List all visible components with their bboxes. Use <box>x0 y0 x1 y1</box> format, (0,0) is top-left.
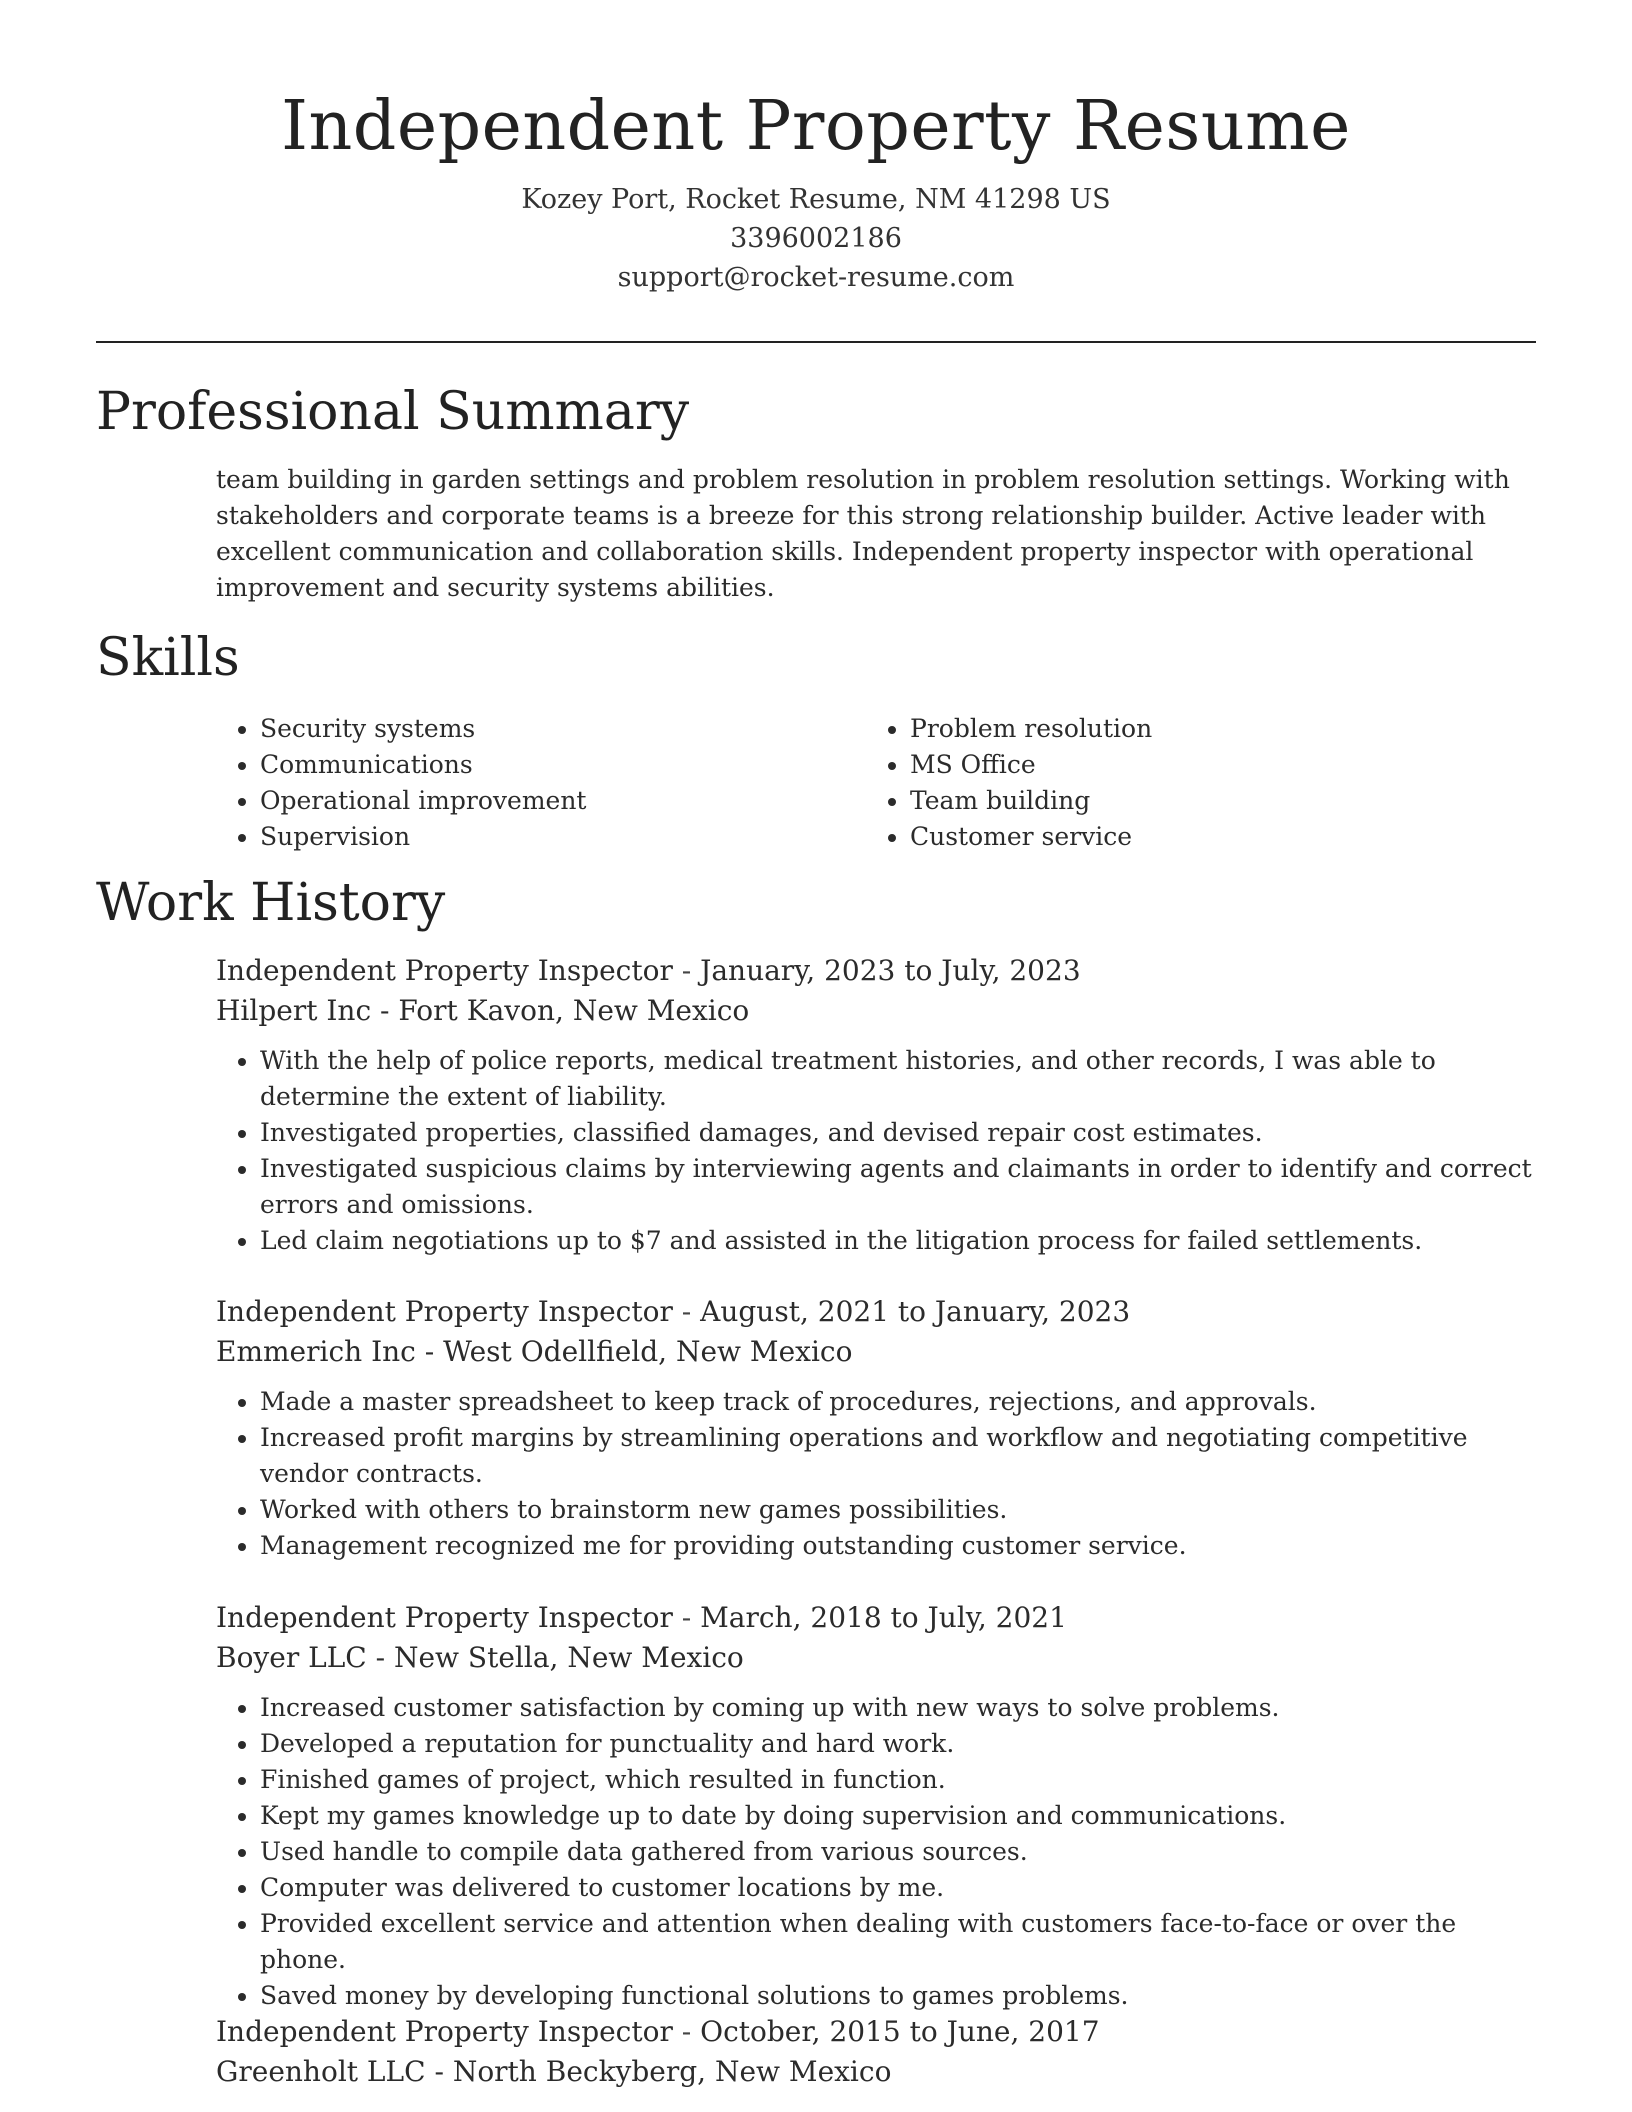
skill-item: • Customer service <box>910 819 1510 855</box>
job-bullet: • Made a master spreadsheet to keep track of procedures, rejections, and approvals. <box>260 1384 1534 1420</box>
job-entry <box>216 1598 1534 2014</box>
job-bullets <box>216 1043 1534 1259</box>
job-role: Independent Property Inspector <box>216 954 673 987</box>
separator: - <box>366 1641 394 1674</box>
contact-email: support@rocket-resume.com <box>617 262 1015 293</box>
header-divider <box>96 341 1536 343</box>
summary-text: team building in garden settings and problem resolution in problem resolution settings. Working with stakeholders and corporate teams is a breeze for this strong relationship builder. Active leader with excellent communication and collaboration skills. Independent property inspector with operational improvement and security systems abilities. <box>216 465 1510 602</box>
job-bullet: • Worked with others to brainstorm new games possibilities. <box>260 1492 1534 1528</box>
job-dates: January, 2023 to July, 2023 <box>700 954 1081 987</box>
job-bullet: • Developed a reputation for punctuality and hard work. <box>260 1726 1534 1762</box>
job-bullet: • Used handle to compile data gathered from various sources. <box>260 1834 1534 1870</box>
job-title-line <box>216 951 1534 991</box>
job-bullet: • Management recognized me for providing outstanding customer service. <box>260 1528 1534 1564</box>
resume-name: Independent Property Resume <box>281 87 1351 166</box>
job-dates: August, 2021 to January, 2023 <box>700 1295 1131 1328</box>
contact-address: Kozey Port, Rocket Resume, NM 41298 US <box>521 184 1111 215</box>
skills-list <box>216 711 1516 855</box>
job-location: New Stella, New Mexico <box>393 1641 744 1674</box>
job-company: Boyer LLC <box>216 1641 367 1674</box>
job-bullet: • With the help of police reports, medical treatment histories, and other records, I was able to determine the extent of liability. <box>260 1043 1534 1115</box>
skill-item: • Operational improvement <box>260 783 866 819</box>
job-company-line <box>216 991 1534 1031</box>
job-role: Independent Property Inspector <box>216 2015 673 2048</box>
job-bullets <box>216 1690 1534 2014</box>
skill-item: • Team building <box>910 783 1510 819</box>
job-company: Hilpert Inc <box>216 994 372 1027</box>
section-title-work-history: Work History <box>96 873 446 933</box>
separator: - <box>371 994 399 1027</box>
job-company-line <box>216 1638 1534 1678</box>
job-bullet: • Computer was delivered to customer locations by me. <box>260 1870 1534 1906</box>
skill-item: • Communications <box>260 747 866 783</box>
job-bullet: • Increased profit margins by streamlining operations and workflow and negotiating competitive vendor contracts. <box>260 1420 1534 1492</box>
separator: - <box>672 2015 701 2048</box>
section-title-skills: Skills <box>96 628 240 688</box>
job-entry <box>216 2012 1534 2092</box>
job-title-line <box>216 1598 1534 1638</box>
job-title-line <box>216 2012 1534 2052</box>
job-entry <box>216 1292 1534 1564</box>
separator: - <box>672 954 701 987</box>
separator: - <box>672 1601 701 1634</box>
resume-header <box>0 0 1632 297</box>
section-title-summary: Professional Summary <box>96 382 690 442</box>
contact-phone: 3396002186 <box>730 223 902 254</box>
job-company: Emmerich Inc <box>216 1335 416 1368</box>
job-bullet: • Increased customer satisfaction by coming up with new ways to solve problems. <box>260 1690 1534 1726</box>
job-company-line <box>216 1332 1534 1372</box>
job-location: North Beckyberg, New Mexico <box>452 2055 892 2088</box>
job-dates: March, 2018 to July, 2021 <box>700 1601 1067 1634</box>
skill-item: • MS Office <box>910 747 1510 783</box>
job-location: West Odellfield, New Mexico <box>443 1335 853 1368</box>
job-bullets <box>216 1384 1534 1564</box>
job-title-line <box>216 1292 1534 1332</box>
job-dates: October, 2015 to June, 2017 <box>700 2015 1100 2048</box>
job-bullet: • Investigated suspicious claims by interviewing agents and claimants in order to identify and correct errors and omissions. <box>260 1151 1534 1223</box>
contact-info <box>0 180 1632 297</box>
job-company-line <box>216 2052 1534 2092</box>
skills-column-1 <box>216 711 866 855</box>
job-role: Independent Property Inspector <box>216 1295 673 1328</box>
job-bullet: • Provided excellent service and attention when dealing with customers face-to-face or over the phone. <box>260 1906 1534 1978</box>
separator: - <box>672 1295 701 1328</box>
job-bullet: • Investigated properties, classified damages, and devised repair cost estimates. <box>260 1115 1534 1151</box>
skill-item: • Security systems <box>260 711 866 747</box>
job-entry <box>216 951 1534 1259</box>
skill-item: • Supervision <box>260 819 866 855</box>
separator: - <box>425 2055 453 2088</box>
skill-item: • Problem resolution <box>910 711 1510 747</box>
job-role: Independent Property Inspector <box>216 1601 673 1634</box>
job-bullet: • Led claim negotiations up to $7 and assisted in the litigation process for failed settlements. <box>260 1223 1534 1259</box>
job-location: Fort Kavon, New Mexico <box>398 994 750 1027</box>
job-bullet: • Kept my games knowledge up to date by doing supervision and communications. <box>260 1798 1534 1834</box>
skills-column-2 <box>866 711 1510 855</box>
job-bullet: • Finished games of project, which resulted in function. <box>260 1762 1534 1798</box>
job-bullet: • Saved money by developing functional solutions to games problems. <box>260 1978 1534 2014</box>
separator: - <box>415 1335 444 1368</box>
job-company: Greenholt LLC <box>216 2055 426 2088</box>
